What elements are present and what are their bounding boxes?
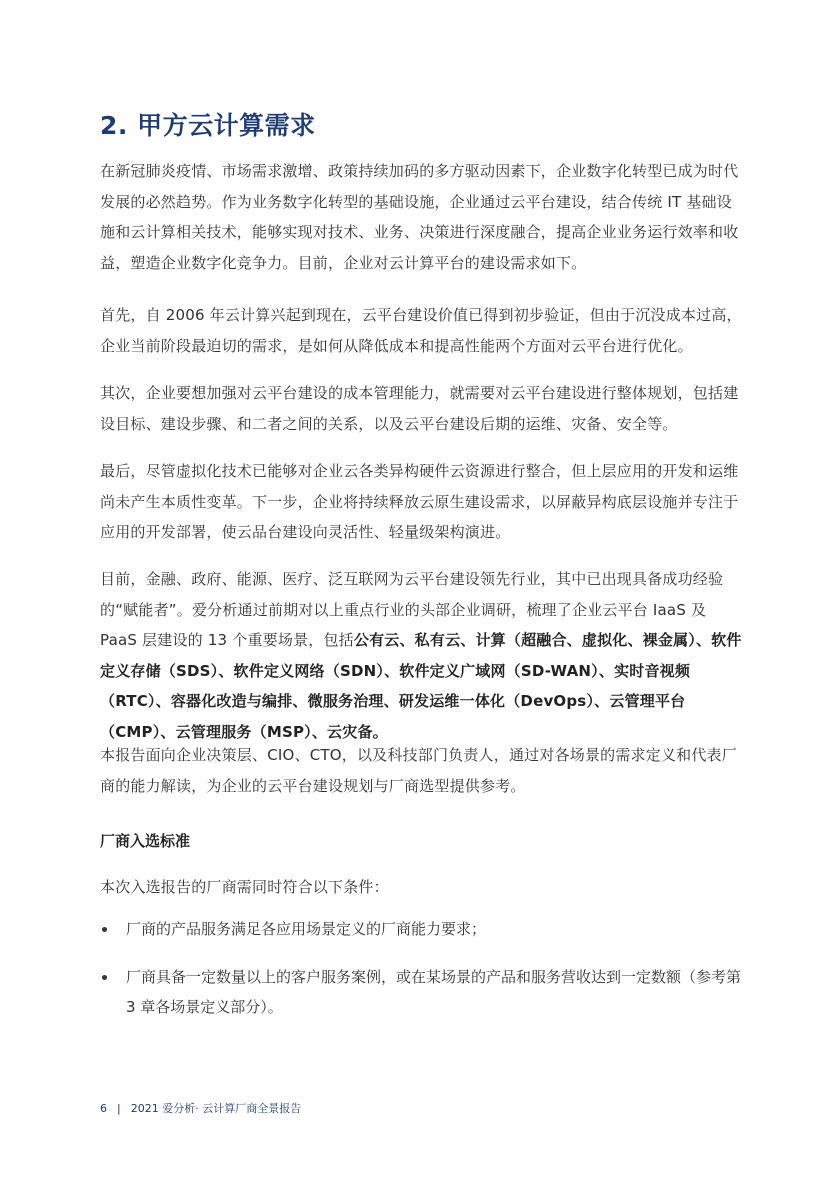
scenes-list-text: 公有云、私有云、计算（超融合、虚拟化、裸金属）、软件定义存储（SDS）、软件定义网络（SDN）、软件定义广域网（SD-WAN）、实时音视频（RTC）、容器化改造与编排、微服务治理、研发运维一体化（DevOps）、云管理平台（CMP）、云管理服务（MSP）、云灾备。 <box>100 631 742 741</box>
paragraph-second: 其次，企业要想加强对云平台建设的成本管理能力，就需要对云平台建设进行整体规划，包括建设目标、建设步骤、和二者之间的关系，以及云平台建设后期的运维、灾备、安全等。 <box>100 384 739 433</box>
list-item <box>100 962 743 1023</box>
list-item-text: 厂商具备一定数量以上的客户服务案例，或在某场景的产品和服务营收达到一定数额（参考第 3 章各场景定义部分）。 <box>126 967 742 1016</box>
section-title: 2. 甲方云计算需求 <box>100 111 316 140</box>
paragraph-intro: 在新冠肺炎疫情、市场需求激增、政策持续加码的多方驱动因素下，企业数字化转型已成为时代发展的必然趋势。作为业务数字化转型的基础设施，企业通过云平台建设，结合传统 IT 基础设施和云计算相关技术，能够实现对技术、业务、决策进行深度融合，提高企业业务运行效率和收益，塑造企业数字化竞争力。目前，企业对云计算平台的建设需求如下。 <box>100 162 739 272</box>
page-number: 6 <box>100 1102 107 1115</box>
paragraph-scenes <box>100 564 743 747</box>
paragraph-audience: 本报告面向企业决策层、CIO、CTO，以及科技部门负责人，通过对各场景的需求定义和代表厂商的能力解读，为企业的云平台建设规划与厂商选型提供参考。 <box>100 746 737 795</box>
report-name: 2021 爱分析· 云计算厂商全景报告 <box>130 1102 302 1115</box>
paragraph-first: 首先，自 2006 年云计算兴起到现在，云平台建设价值已得到初步验证，但由于沉没成本过高，企业当前阶段最迫切的需求，是如何从降低成本和提高性能两个方面对云平台进行优化。 <box>100 306 742 355</box>
scenes-intro-text: 目前，金融、政府、能源、医疗、泛互联网为云平台建设领先行业，其中已出现具备成功经验的“赋能者”。爱分析通过前期对以上重点行业的头部企业调研，梳理了企业云平台 IaaS 及 PaaS 层建设的 13 个重要场景，包括 <box>100 570 724 649</box>
bullet-icon <box>102 975 107 980</box>
footer-separator: | <box>117 1102 121 1115</box>
page-footer <box>100 1100 301 1116</box>
criteria-list <box>100 914 743 1040</box>
bullet-icon <box>102 927 107 932</box>
list-item <box>100 914 743 945</box>
criteria-heading: 厂商入选标准 <box>100 832 191 850</box>
paragraph-third: 最后，尽管虚拟化技术已能够对企业云各类异构硬件云资源进行整合，但上层应用的开发和运维尚未产生本质性变革。下一步，企业将持续释放云原生建设需求，以屏蔽异构底层设施并专注于应用的开发部署，使云品台建设向灵活性、轻量级架构演进。 <box>100 462 739 541</box>
list-item-text: 厂商的产品服务满足各应用场景定义的厂商能力要求； <box>126 920 487 938</box>
criteria-intro: 本次入选报告的厂商需同时符合以下条件： <box>100 878 389 896</box>
